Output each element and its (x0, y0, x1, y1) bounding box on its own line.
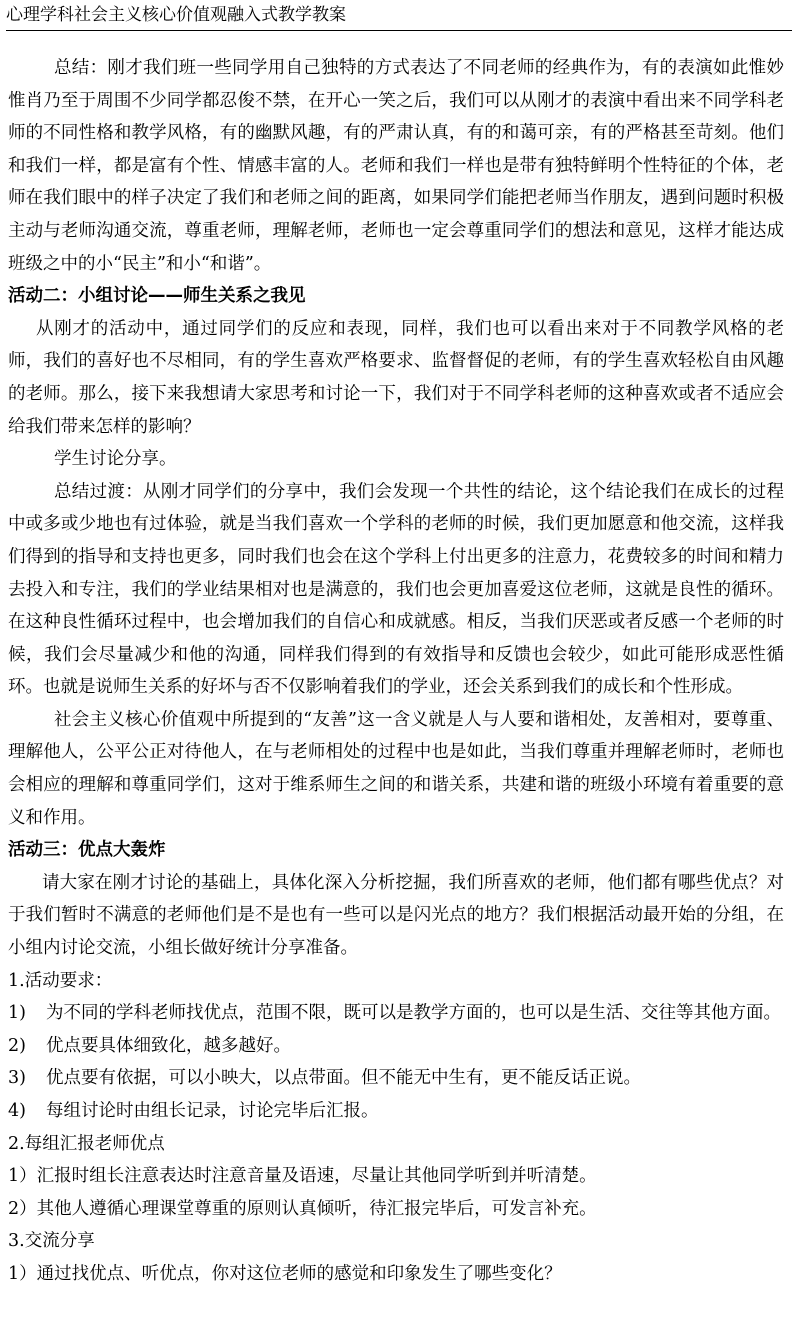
report-subheading: 2.每组汇报老师优点 (8, 1133, 165, 1154)
student-discussion-line: 学生讨论分享。 (54, 449, 177, 470)
share-subheading: 3.交流分享 (8, 1231, 95, 1252)
list-item-number: 1) (8, 1003, 26, 1024)
header-title: 心理学科社会主义核心价值观融入式教学教案 (6, 5, 346, 25)
list-item-text: 为不同的学科老师找优点，范围不限，既可以是教学方面的，也可以是生活、交往等其他方面。 (46, 1003, 781, 1024)
core-values-paragraph: 社会主义核心价值观中所提到的“友善”这一含义就是人与人要和谐相处，友善相对，要尊重、理解他人，公平公正对待他人，在与老师相处的过程中也是如此，当我们尊重并理解老师时，老师也会相应的理解和尊重同学们，这对于维系师生之间的和谐关系，共建和谐的班级小环境有着重要的意义和作用。 (8, 709, 784, 828)
list-item-number: 3) (8, 1068, 26, 1089)
activity-two-intro: 从刚才的活动中，通过同学们的反应和表现，同样，我们也可以看出来对于不同教学风格的老师，我们的喜好也不尽相同，有的学生喜欢严格要求、监督督促的老师，有的学生喜欢轻松自由风趣的老师。那么，接下来我想请大家思考和讨论一下，我们对于不同学科老师的这种喜欢或者不适应会给我们带来怎样的影响？ (8, 318, 784, 437)
list-item-text: 优点要具体细致化，越多越好。 (46, 1035, 291, 1056)
list-item (8, 1030, 784, 1063)
share-item: 1）通过找优点、听优点，你对这位老师的感觉和印象发生了哪些变化？ (8, 1263, 562, 1284)
document-body (8, 52, 784, 1291)
list-item (8, 1062, 784, 1095)
list-item-text: 每组讨论时由组长记录，讨论完毕后汇报。 (46, 1101, 379, 1121)
activity-three-intro: 请大家在刚才讨论的基础上，具体化深入分析挖掘，我们所喜欢的老师，他们都有哪些优点？对于我们暂时不满意的老师他们是不是也有一些可以是闪光点的地方？我们根据活动最开始的分组，在小组内讨论交流，小组长做好统计分享准备。 (8, 872, 784, 959)
list-item (8, 997, 784, 1030)
report-item: 1）汇报时组长注意表达时注意音量及语速，尽量让其他同学听到并听清楚。 (8, 1166, 597, 1187)
activity-three-heading: 活动三：优点大轰炸 (8, 840, 166, 861)
requirements-subheading: 1.活动要求： (8, 970, 113, 991)
page-header (6, 4, 792, 31)
activity-two-heading: 活动二：小组讨论——师生关系之我见 (8, 286, 306, 307)
list-item-text: 优点要有依据，可以小映大，以点带面。但不能无中生有，更不能反话正说。 (46, 1068, 641, 1089)
list-item-number: 2) (8, 1035, 26, 1056)
report-item: 2）其他人遵循心理课堂尊重的原则认真倾听，待汇报完毕后，可发言补充。 (8, 1198, 597, 1219)
list-item-number: 4) (8, 1101, 26, 1121)
summary-paragraph: 总结：刚才我们班一些同学用自己独特的方式表达了不同老师的经典作为，有的表演如此惟妙惟肖乃至于周围不少同学都忍俊不禁，在开心一笑之后，我们可以从刚才的表演中看出来不同学科老师的不同性格和教学风格，有的幽默风趣，有的严肃认真，有的和蔼可亲，有的严格甚至苛刻。他们和我们一样，都是富有个性、情感丰富的人。老师和我们一样也是带有独特鲜明个性特征的个体，老师在我们眼中的样子决定了我们和老师之间的距离，如果同学们能把老师当作朋友，遇到问题时积极主动与老师沟通交流，尊重老师，理解老师，老师也一定会尊重同学们的想法和意见，这样才能达成班级之中的小“民主”和小“和谐”。 (8, 58, 784, 274)
transition-summary-paragraph: 总结过渡：从刚才同学们的分享中，我们会发现一个共性的结论，这个结论我们在成长的过程中或多或少地也有过体验，就是当我们喜欢一个学科的老师的时候，我们更加愿意和他交流，这样我们得到的指导和支持也更多，同时我们也会在这个学科上付出更多的注意力，花费较多的时间和精力去投入和专注，我们的学业结果相对也是满意的，我们也会更加喜爱这位老师，这就是良性的循环。在这种良性循环过程中，也会增加我们的自信心和成就感。相反，当我们厌恶或者反感一个老师的时候，我们会尽量减少和他的沟通，同样我们得到的有效指导和反馈也会较少，如此可能形成恶性循环。也就是说师生关系的好坏与否不仅影响着我们的学业，还会关系到我们的成长和个性形成。 (8, 481, 784, 698)
list-item (8, 1095, 784, 1128)
